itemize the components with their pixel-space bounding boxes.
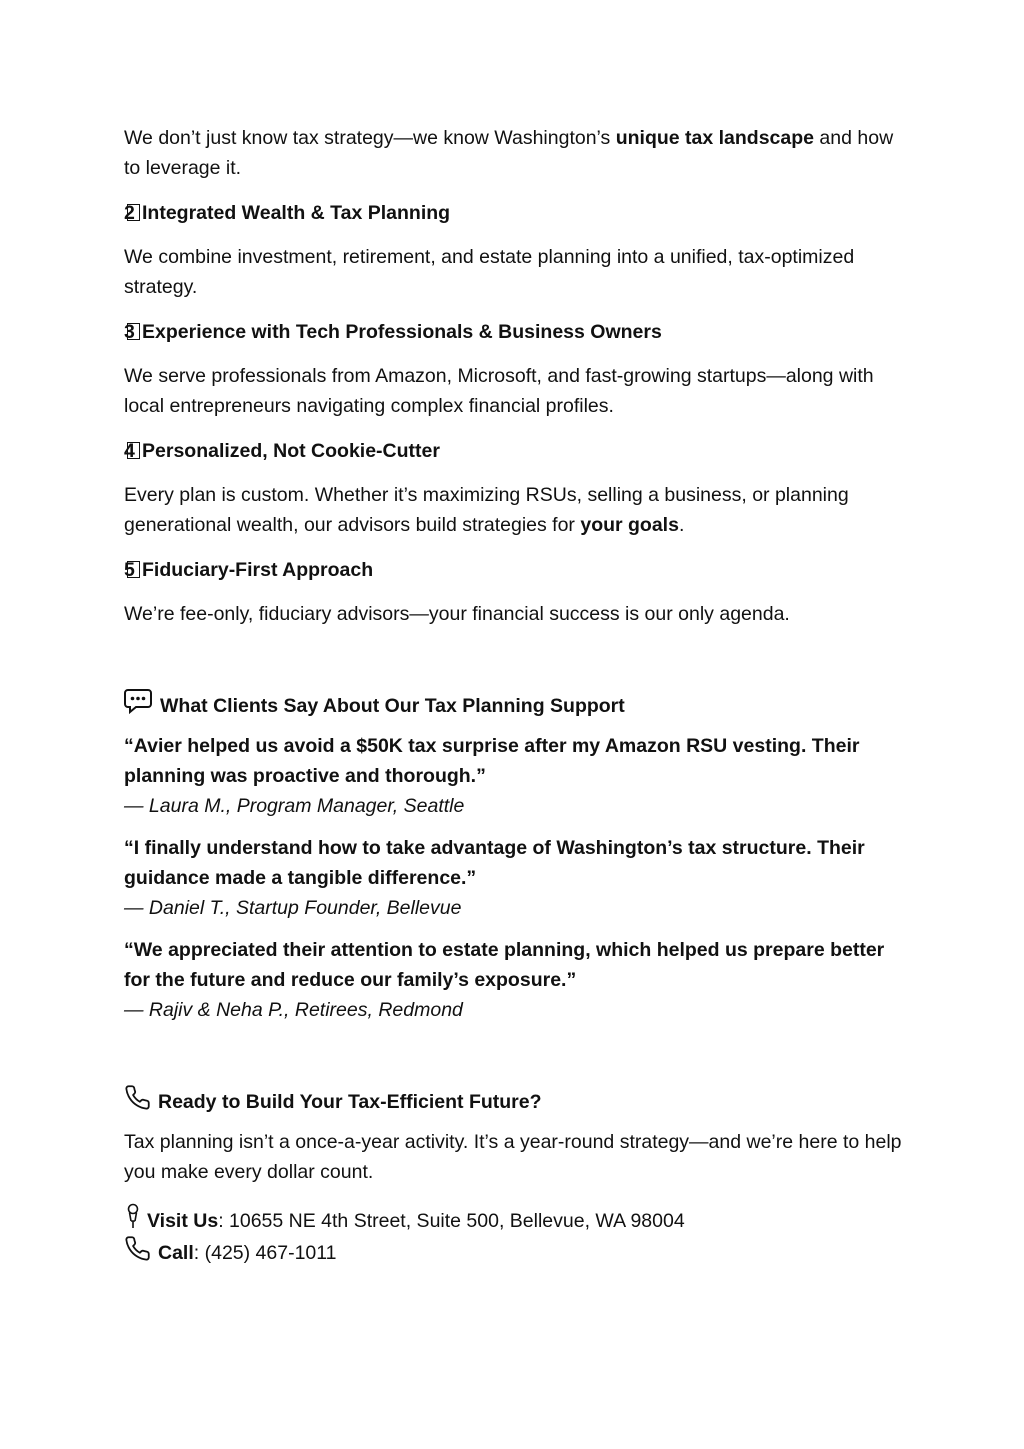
testimonial-author: — Daniel T., Startup Founder, Bellevue	[124, 897, 462, 919]
pushpin-icon	[124, 1203, 142, 1238]
reason-3-heading	[124, 317, 904, 347]
reason-5-body: We’re fee-only, fiduciary advisors—your financial success is our only agenda.	[124, 603, 790, 625]
visit-label: Visit Us	[147, 1209, 219, 1232]
reason-4-heading	[124, 436, 904, 466]
intro-text: We don’t just know tax strategy—we know Washington’s	[124, 127, 616, 149]
reason-4-body: Every plan is custom. Whether it’s maximizing RSUs, selling a business, or planning generational wealth, our advisors build strategies for your goals.	[124, 484, 849, 536]
reason-5-heading	[124, 555, 904, 585]
section-title: Ready to Build Your Tax-Efficient Future?	[158, 1091, 542, 1113]
reason-2-body: We combine investment, retirement, and estate planning into a unified, tax-optimized strategy.	[124, 246, 855, 298]
intro-bold: unique tax landscape	[615, 127, 815, 149]
testimonial-quote: “Avier helped us avoid a $50K tax surprise after my Amazon RSU vesting. Their planning was proactive and thorough.”	[124, 735, 860, 787]
reason-title: Personalized, Not Cookie-Cutter	[142, 440, 440, 462]
reason-2-heading	[124, 198, 904, 228]
phone-number-text[interactable]: : (425) 467-1011	[193, 1242, 337, 1264]
number-box-icon: 5	[124, 559, 142, 581]
reason-title: Fiduciary-First Approach	[142, 559, 374, 581]
speech-bubble-icon	[124, 688, 152, 723]
call-line	[124, 1235, 904, 1271]
reason-title: Experience with Tech Professionals & Business Owners	[142, 321, 662, 343]
number-box-icon: 4	[124, 440, 142, 462]
cta-heading	[124, 1084, 904, 1120]
testimonial-3	[124, 935, 904, 1025]
number-box-icon: 3	[124, 321, 142, 343]
testimonial-quote: “We appreciated their attention to estate planning, which helped us prepare better for the future and reduce our family’s exposure.”	[124, 939, 885, 991]
testimonial-2	[124, 833, 904, 923]
visit-line	[124, 1203, 904, 1238]
testimonial-author: — Rajiv & Neha P., Retirees, Redmond	[124, 999, 463, 1021]
address-text[interactable]: : 10655 NE 4th Street, Suite 500, Bellevue, WA 98004	[218, 1209, 685, 1232]
testimonials-heading	[124, 688, 904, 723]
testimonial-1	[124, 731, 904, 821]
number-box-icon: 2	[124, 202, 142, 224]
testimonial-quote: “I finally understand how to take advantage of Washington’s tax structure. Their guidance made a tangible difference.”	[124, 837, 865, 889]
phone-icon	[124, 1084, 151, 1120]
testimonial-author: — Laura M., Program Manager, Seattle	[124, 795, 465, 817]
phone-icon	[124, 1235, 151, 1271]
cta-body: Tax planning isn’t a once-a-year activity. It’s a year-round strategy—and we’re here to help you make every dollar count.	[124, 1131, 902, 1183]
reason-title: Integrated Wealth & Tax Planning	[142, 202, 451, 224]
reason-3-body: We serve professionals from Amazon, Microsoft, and fast-growing startups—along with local entrepreneurs navigating complex financial profiles.	[124, 365, 874, 417]
call-label: Call	[158, 1242, 194, 1264]
section-title: What Clients Say About Our Tax Planning Support	[160, 694, 625, 717]
intro-paragraph	[124, 123, 904, 183]
intro-text-end: and how to leverage it.	[124, 127, 894, 179]
